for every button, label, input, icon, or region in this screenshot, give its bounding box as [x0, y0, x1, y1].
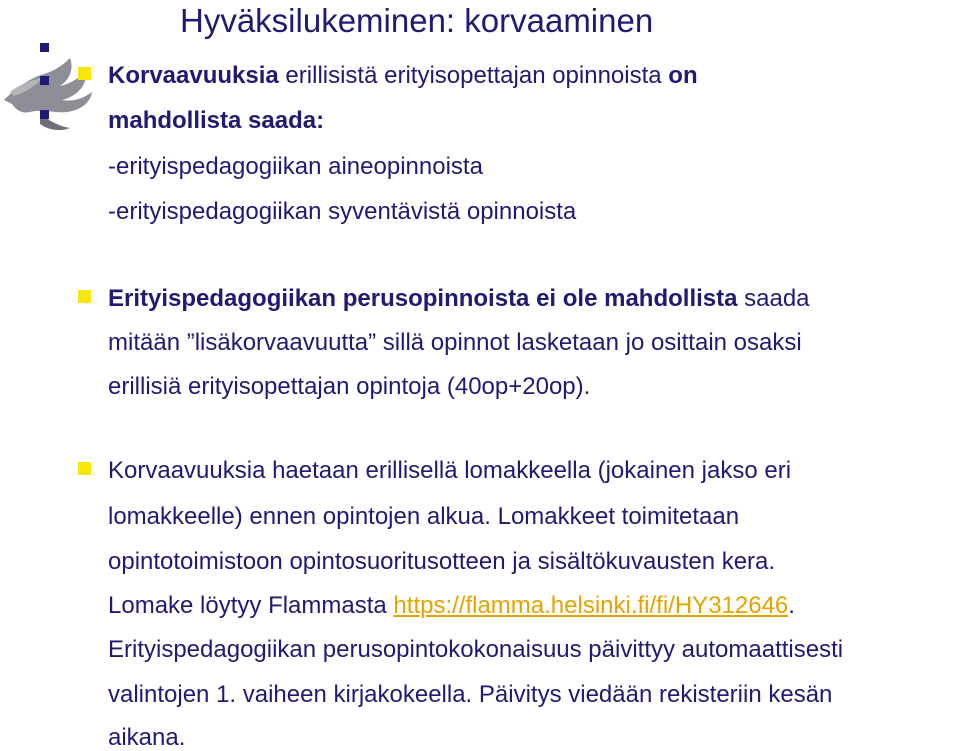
bullet2-line2: mitään ”lisäkorvaavuutta” sillä opinnot lasketaan jo osittain osaksi [108, 329, 802, 356]
bullet2-line3: erillisiä erityisopettajan opintoja (40op+20op). [108, 373, 591, 400]
bullet-item [108, 457, 948, 751]
bullet3-line4-prefix: Lomake löytyy Flammasta [108, 592, 394, 619]
bullet1-line3: -erityispedagogiikan aineopinnoista [108, 153, 483, 180]
bullet-item [108, 285, 948, 400]
bullet-item [108, 62, 948, 225]
flamma-link[interactable]: https://flamma.helsinki.fi/fi/HY312646 [393, 592, 789, 619]
bullet1-line4: -erityispedagogiikan syventävistä opinnoista [108, 198, 577, 225]
bullet3-line3: opintotoimistoon opintosuoritusotteen ja sisältökuvausten kera. [108, 548, 776, 575]
bullet1-strong1: Korvaavuuksia [108, 62, 279, 89]
bullet1-line1 [108, 64, 948, 88]
bullet2-text1: saada [737, 285, 810, 312]
bullet3-line4-suffix: . [788, 592, 795, 619]
bullet3-line6: valintojen 1. vaiheen kirjakokeella. Päivitys viedään rekisteriin kesän [108, 681, 833, 708]
university-logo-icon [0, 28, 100, 138]
bullet1-text1: erillisistä erityisopettajan opinnoista [278, 62, 669, 89]
bullet3-line7: aikana. [108, 724, 186, 751]
bullet1-strong2: on [668, 62, 698, 89]
bullet2-strong: Erityispedagogiikan perusopinnoista ei ole mahdollista [108, 285, 738, 312]
bullet3-line5: Erityispedagogiikan perusopintokokonaisuus päivittyy automaattisesti [108, 636, 844, 663]
logo-dot [40, 76, 49, 85]
bullet2-line1 [108, 287, 948, 311]
bullet3-line1: Korvaavuuksia haetaan erillisellä lomakkeella (jokainen jakso eri [108, 457, 792, 484]
square-bullet-icon [78, 290, 91, 303]
bullet1-strong3: mahdollista saada: [108, 107, 325, 134]
bullet1-line2 [108, 109, 324, 133]
logo-dot [40, 43, 49, 52]
slide-title: Hyväksilukeminen: korvaaminen [180, 2, 654, 39]
square-bullet-icon [78, 462, 91, 475]
square-bullet-icon [78, 67, 91, 80]
bullet3-line4 [108, 594, 795, 618]
bullet3-line2: lomakkeelle) ennen opintojen alkua. Lomakkeet toimitetaan [108, 503, 740, 530]
logo-dot [40, 110, 49, 119]
